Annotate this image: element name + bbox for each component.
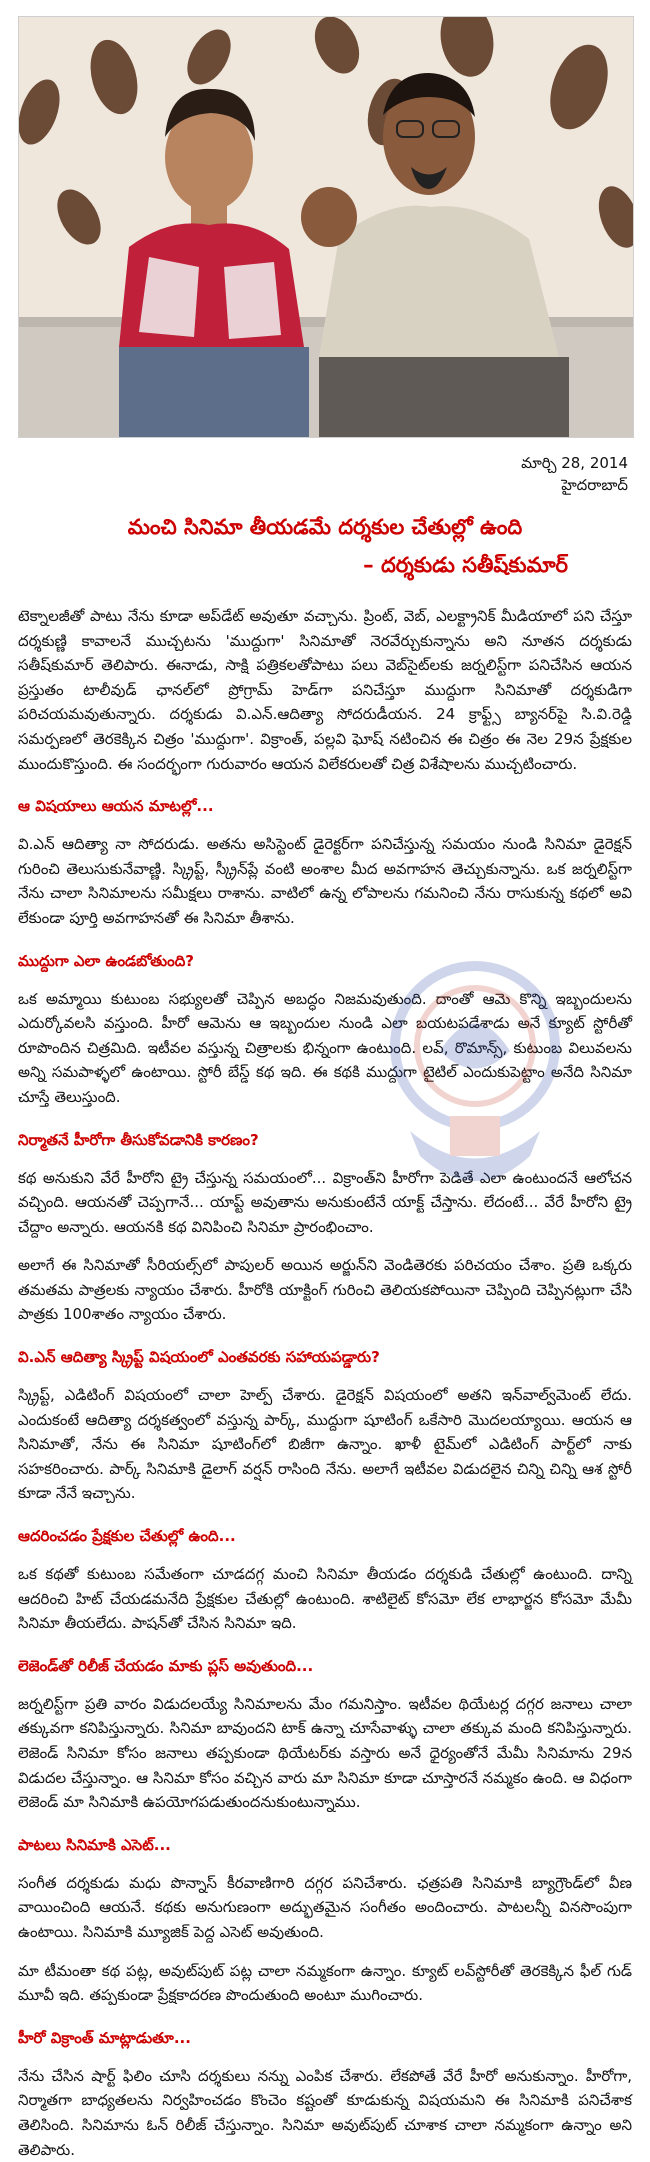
section-heading: ఆదరించడం ప్రేక్షకుల చేతుల్లో ఉంది... bbox=[18, 1527, 236, 1546]
intro-paragraph: టెక్నాలజీతో పాటు నేను కూడా అప్‌డేట్ అవుతూ వచ్చాను. ప్రింట్, వెబ్, ఎలక్ట్రానిక్ మీడియాలో పని చేస్తూ దర్శకుణ్ణి కావాలనే ముచ్చటను 'ముద్దుగా' సినిమాతో నెరవేర్చుకున్నాను అని నూతన దర్శకుడు సతీష్‌కుమార్ తెలిపారు. ఈనాడు, సాక్షి పత్రికలతోపాటు పలు వెబ్‌సైట్‌లకు జర్నలిస్ట్‌గా పనిచేసిన ఆయన ప్రస్తుతం టాలీవుడ్ ఛానల్‌లో ప్రోగ్రామ్ హెడ్‌గా పనిచేస్తూ ముద్దుగా సినిమాతో దర్శకుడిగా పరిచయమవుతున్నారు. దర్శకుడు వి.ఎన్.ఆదిత్యా సోదరుడీయన. 24 క్రాఫ్ట్స్ బ్యానర్‌పై సి.వి.రెడ్డి సమర్పణలో తెరకెక్కిన చిత్రం 'ముద్దుగా'. విక్రాంత్, పల్లవి ఘోష్ నటించిన ఈ చిత్రం ఈ నెల 29న ప్రేక్షకుల ముందుకొస్తుంది. ఈ సందర్భంగా గురువారం ఆయన విలేకరులతో చిత్ర విశేషాలను ముచ్చటించారు. bbox=[18, 607, 632, 773]
section-paragraph: అలాగే ఈ సినిమాతో సీరియల్స్‌లో పాపులర్ అయిన అర్జున్‌ని వెండితెరకు పరిచయం చేశాం. ప్రతి ఒక్కరు తమతమ పాత్రలకు న్యాయం చేశారు. హీరోకి యాక్టింగ్ గురించి తెలియకపోయినా చెప్పింది చెప్పినట్లుగా చేసి పాత్రకు 100శాతం న్యాయం చేశారు. bbox=[18, 1256, 632, 1324]
section-heading: హీరో విక్రాంత్ మాట్లాడుతూ... bbox=[18, 2028, 191, 2047]
section-paragraph: వి.ఎన్ ఆదిత్యా నా సోదరుడు. అతను అసిస్టెంట్ డైరెక్టర్‌గా పనిచేస్తున్న సమయం నుండి సినిమా డైరెక్షన్ గురించి తెలుసుకునేవాణ్ణి. స్క్రిప్ట్, స్క్రీన్‌ప్లే వంటి అంశాల మీద అవగాహన తెచ్చుకున్నాను. ఒక జర్నలిస్ట్‌గా నేను చాలా సినిమాలను సమీక్షలు రాశాను. వాటిలో ఉన్న లోపాలను గమనించి నేను రాసుకున్న కథలో అవి లేకుండా పూర్తి అవగాహనతో ఈ సినిమా తీశాను. bbox=[18, 835, 632, 927]
section-heading: ఆ విషయాలు ఆయన మాటల్లో... bbox=[18, 797, 214, 816]
dateline bbox=[18, 452, 632, 496]
section-heading: ముద్దుగా ఎలా ఉండబోతుంది? bbox=[18, 951, 194, 970]
section-paragraph: స్క్రిప్ట్, ఎడిటింగ్ విషయంలో చాలా హెల్ప్ చేశారు. డైరెక్షన్ విషయంలో అతని ఇన్‌వాల్వ్‌మెంట్ లేదు. ఎందుకంటే ఆదిత్యా దర్శకత్వంలో వస్తున్న పార్క్, ముద్దుగా షూటింగ్ ఒకేసారి మొదలయ్యాయి. ఆయన ఆ సినిమాతో, నేను ఈ సినిమా షూటింగ్‌లో బిజీగా ఉన్నాం. ఖాళీ టైమ్‌లో ఎడిటింగ్ పార్ట్‌లో నాకు సహకరించారు. పార్క్ సినిమాకి డైలాగ్ వర్షన్ రాసింది నేను. అలాగే ఇటీవల విడుదలైన చిన్ని చిన్ని ఆశ స్టోరీ కూడా నేనే ఇచ్చాను. bbox=[18, 1386, 632, 1503]
section-paragraph: మా టీమంతా కథ పట్ల, అవుట్‌పుట్ పట్ల చాలా నమ్మకంగా ఉన్నాం. క్యూట్ లవ్‌స్టోరీతో తెరకెక్కిన ఫీల్ గుడ్ మూవీ ఇది. తప్పకుండా ప్రేక్షకాదరణ పొందుతుంది అంటూ ముగించారు. bbox=[18, 1961, 632, 2005]
article-page bbox=[0, 16, 650, 2159]
section-heading: నిర్మాతనే హీరోగా తీసుకోవడానికి కారణం? bbox=[18, 1130, 259, 1149]
section-heading: వి.ఎన్ ఆదిత్యా స్క్రిప్ట్ విషయంలో ఎంతవరకు సహాయపడ్డారు? bbox=[18, 1348, 380, 1367]
section-paragraph: కథ అనుకుని వేరే హీరోని ట్రై చేస్తున్న సమయంలో... విక్రాంత్‌ని హీరోగా పెడితే ఎలా ఉంటుందనే ఆలోచన వచ్చింది. ఆయనతో చెప్పగానే... యాప్ట్ అవుతాను అనుకుంటేనే యాక్ట్ చేస్తాను. లేదంటే... వేరే హీరోని ట్రై చేద్దాం అన్నారు. ఆయనకి కథ వినిపించి సినిమా ప్రారంభించాం. bbox=[18, 1168, 632, 1236]
section-paragraph: సంగీత దర్శకుడు మధు పొన్నాస్ కీరవాణిగారి దగ్గర పనిచేశారు. ఛత్రపతి సినిమాకి బ్యాగ్రౌండ్‌లో వీణ వాయించింది ఆయనే. కథకు అనుగుణంగా అద్భుతమైన సంగీతం అందించారు. పాటలన్నీ వినసొంపుగా ఉంటాయి. సినిమాకి మ్యూజిక్ పెద్ద ఎసెట్ అవుతుంది. bbox=[18, 1873, 632, 1941]
article-headline: మంచి సినిమా తీయడమే దర్శకుల చేతుల్లో ఉంది bbox=[127, 515, 523, 539]
photo-illustration bbox=[19, 17, 633, 437]
section-paragraph: జర్నలిస్ట్‌గా ప్రతి వారం విడుదలయ్యే సినిమాలను మేం గమనిస్తాం. ఇటీవల థియేటర్ల దగ్గర జనాలు చాలా తక్కువగా కనిపిస్తున్నారు. సినిమా బావుందని టాక్ ఉన్నా చూసేవాళ్ళు చాలా తక్కువ మంది కనిపిస్తున్నారు. లెజెండ్ సినిమా కోసం జనాలు తప్పకుండా థియేటర్‌కు వస్తారు అనే ధైర్యంతోనే మేమీ సినిమాను 29న విడుదల చేస్తున్నాం. ఆ సినిమా కోసం వచ్చిన వారు మా సినిమా కూడా చూస్తారనే నమ్మకం ఉంది. ఆ విధంగా లెజెండ్ మా సినిమాకి ఉపయోగపడుతుందనుకుంటున్నాము. bbox=[18, 1694, 632, 1812]
section-paragraph: నేను చేసిన షార్ట్ ఫిలిం చూసి దర్శకులు నన్ను ఎంపిక చేశారు. లేకపోతే వేరే హీరో అనుకున్నాం. హీరోగా, నిర్మాతగా బాధ్యతలను నిర్వహించడం కొంచెం కష్టంతో కూడుకున్న విషయమని ఈ సినిమాకి పనిచేశాక తెలిసింది. సినిమాను ఓన్ రిలీజ్ చేస్తున్నాం. సినిమా అవుట్‌పుట్ చూశాక చాలా నమ్మకంగా ఉన్నాం అని తెలిపారు. bbox=[18, 2066, 632, 2159]
section-heading: పాటలు సినిమాకి ఎసెట్... bbox=[18, 1835, 171, 1854]
article-place: హైదరాబాద్ bbox=[561, 476, 628, 494]
article-body bbox=[18, 604, 632, 2162]
section-paragraph: ఒక అమ్మాయి కుటుంబ సభ్యులతో చెప్పిన అబద్ధం నిజమవుతుంది. దాంతో ఆమె కొన్ని ఇబ్బందులను ఎదుర్కోవలసి వస్తుంది. హీరో ఆమెను ఆ ఇబ్బందుల నుండి ఎలా బయటపడేశాడు అనే క్యూట్ స్టోరీతో రూపొందిన చిత్రమిది. ఇటీవల వస్తున్న చిత్రాలకు భిన్నంగా ఉంటుంది. లవ్, రొమాన్స్, కుటుంబ విలువలను అన్ని సమపాళ్ళలో ఉంటాయి. స్టోరీ బేస్డ్ కథ ఇది. ఈ కథకి ముద్దుగా టైటిల్ ఎందుకుపెట్టాం అనేది సినిమా చూస్తే తెలుస్తుంది. bbox=[18, 989, 632, 1106]
article-byline: – దర్శకుడు సతీష్‌కుమార్ bbox=[363, 553, 568, 577]
section-paragraph: ఒక కథతో కుటుంబ సమేతంగా చూడదగ్గ మంచి సినిమా తీయడం దర్శకుడి చేతుల్లో ఉంటుంది. దాన్ని ఆదరించి హిట్ చేయడమనేది ప్రేక్షకుల చేతుల్లో ఉంటుంది. శాటిలైట్ కోసమో లేక లాభార్జన కోసమో మేమీ సినిమా తీయలేదు. పాషన్‌తో చేసిన సినిమా ఇది. bbox=[18, 1565, 632, 1633]
article-photo bbox=[18, 16, 634, 438]
section-heading: లెజెండ్‌తో రిలీజ్ చేయడం మాకు ప్లస్ అవుతుంది... bbox=[18, 1656, 314, 1675]
article-date: మార్చి 28, 2014 bbox=[521, 454, 628, 472]
